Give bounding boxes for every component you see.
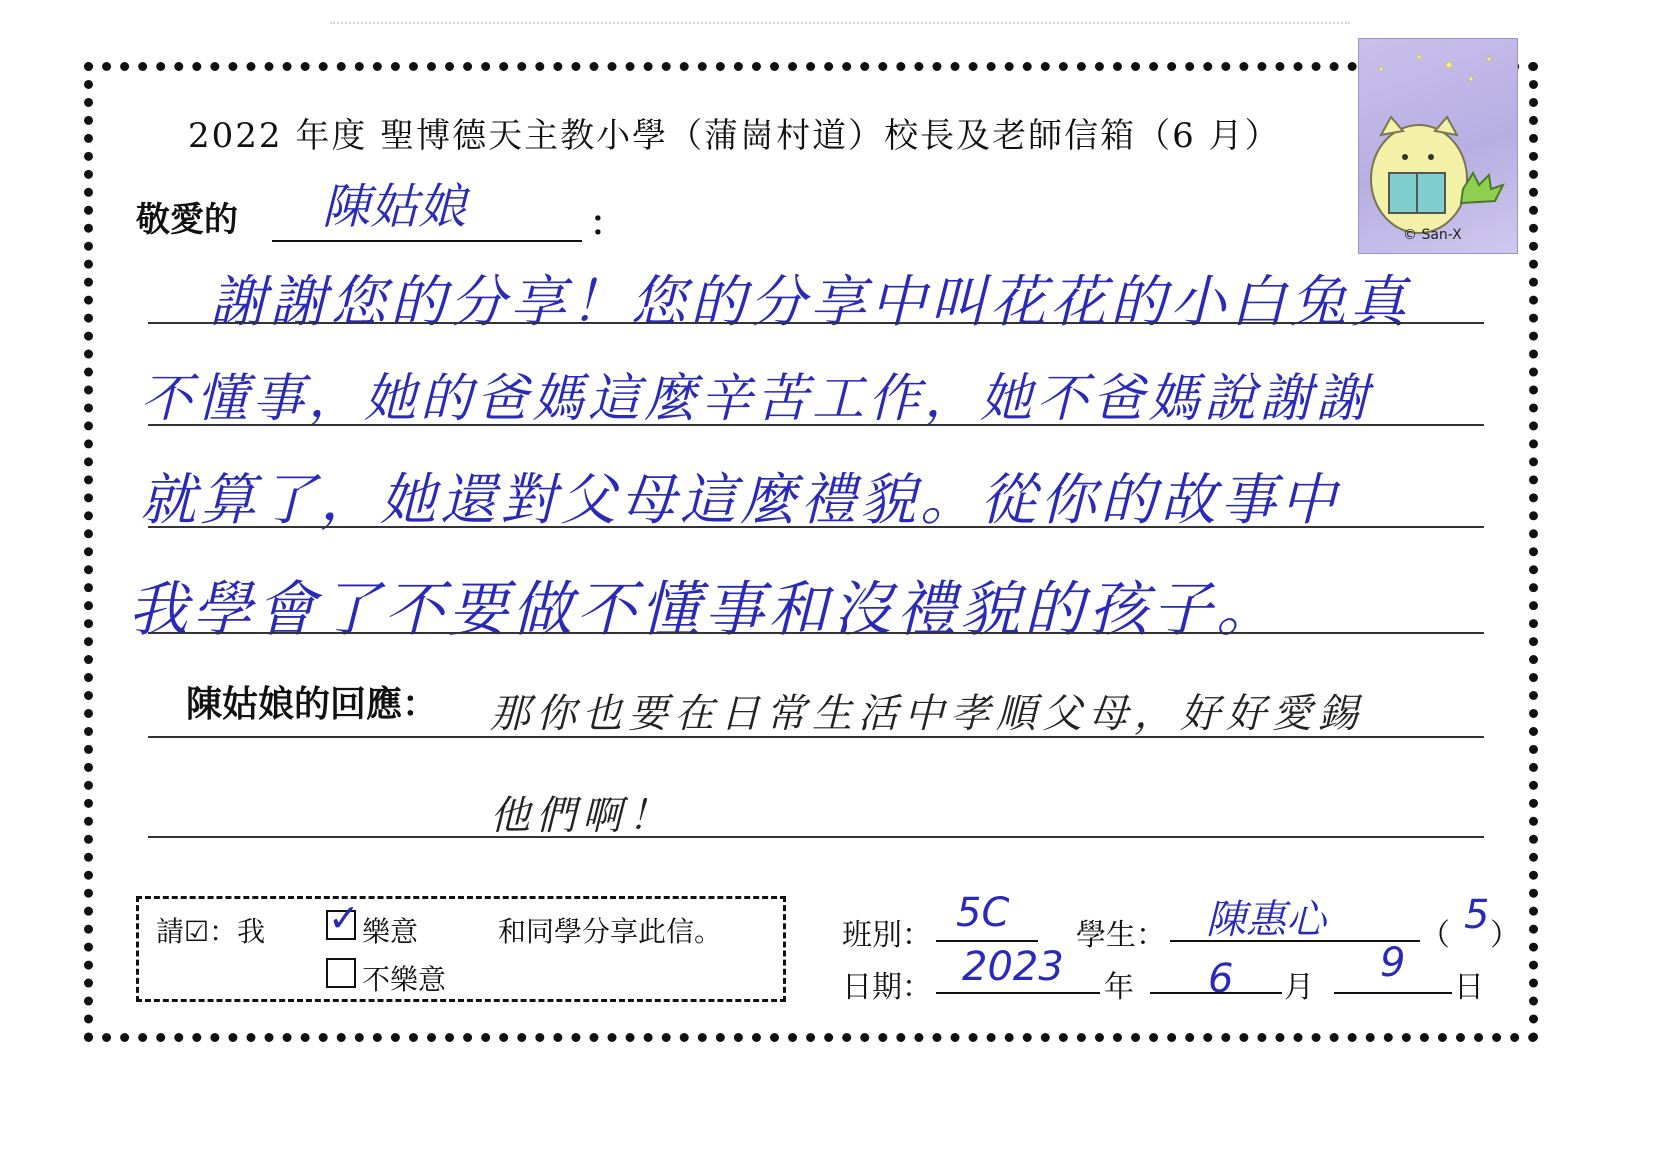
disagree-checkbox[interactable] — [326, 958, 356, 988]
consent-suffix: 和同學分享此信。 — [498, 915, 723, 948]
class-value: 5C — [956, 890, 1010, 936]
greeting-label: 敬愛的 — [136, 200, 238, 240]
student-label: 學生： — [1076, 918, 1166, 953]
cartoon-sticker — [1358, 38, 1518, 254]
recipient-name: 陳姑娘 — [322, 179, 467, 235]
reply-line: 那你也要在日常生活中孝順父母，好好愛錫 — [490, 691, 1364, 737]
month-label: 月 — [1284, 970, 1314, 1005]
letter-line: 謝謝您的分享！您的分享中叫花花的小白兔真 — [210, 270, 1410, 335]
number-open: （ — [1420, 918, 1450, 953]
month-value: 6 — [1208, 956, 1234, 1002]
scan-artifact — [330, 22, 1350, 40]
page-title: 2022 年度 聖博德天主教小學（蒲崗村道）校長及老師信箱（6 月） — [188, 116, 1281, 156]
ruled-line — [148, 632, 1484, 634]
student-name: 陳惠心 — [1206, 897, 1326, 943]
greeting-colon: ： — [590, 204, 624, 244]
class-underline — [936, 940, 1038, 942]
letter-line: 不懂事，她的爸媽這麼辛苦工作，她不爸媽說謝謝 — [140, 369, 1373, 429]
number-close: ） — [1490, 918, 1520, 953]
day-underline — [1334, 992, 1452, 994]
ruled-line — [148, 322, 1484, 324]
ruled-line — [148, 526, 1484, 528]
ruled-line — [148, 736, 1484, 738]
year-label: 年 — [1104, 970, 1134, 1005]
letter-line: 我學會了不要做不懂事和沒禮貌的孩子。 — [128, 575, 1280, 645]
reply-label: 陳姑娘的回應： — [186, 684, 439, 725]
ruled-line — [148, 424, 1484, 426]
recipient-underline — [272, 240, 582, 242]
sticker-copyright: © San-X — [1403, 227, 1462, 243]
class-label: 班別： — [842, 918, 932, 953]
agree-label: 樂意 — [362, 915, 419, 948]
reply-line: 他們啊！ — [490, 793, 674, 839]
day-value: 9 — [1380, 940, 1406, 986]
consent-prefix: 請☑：我 — [156, 915, 266, 948]
cat-illustration-icon — [1359, 39, 1518, 254]
year-underline — [936, 992, 1100, 994]
student-number: 5 — [1464, 892, 1490, 938]
date-label: 日期： — [842, 970, 932, 1005]
day-label: 日 — [1454, 970, 1484, 1005]
checkmark-icon: ✓ — [328, 896, 360, 940]
year-value: 2023 — [962, 944, 1064, 990]
month-underline — [1150, 992, 1282, 994]
ruled-line — [148, 836, 1484, 838]
disagree-label: 不樂意 — [362, 963, 447, 996]
letter-line: 就算了，她還對父母這麼禮貌。從你的故事中 — [140, 468, 1340, 533]
